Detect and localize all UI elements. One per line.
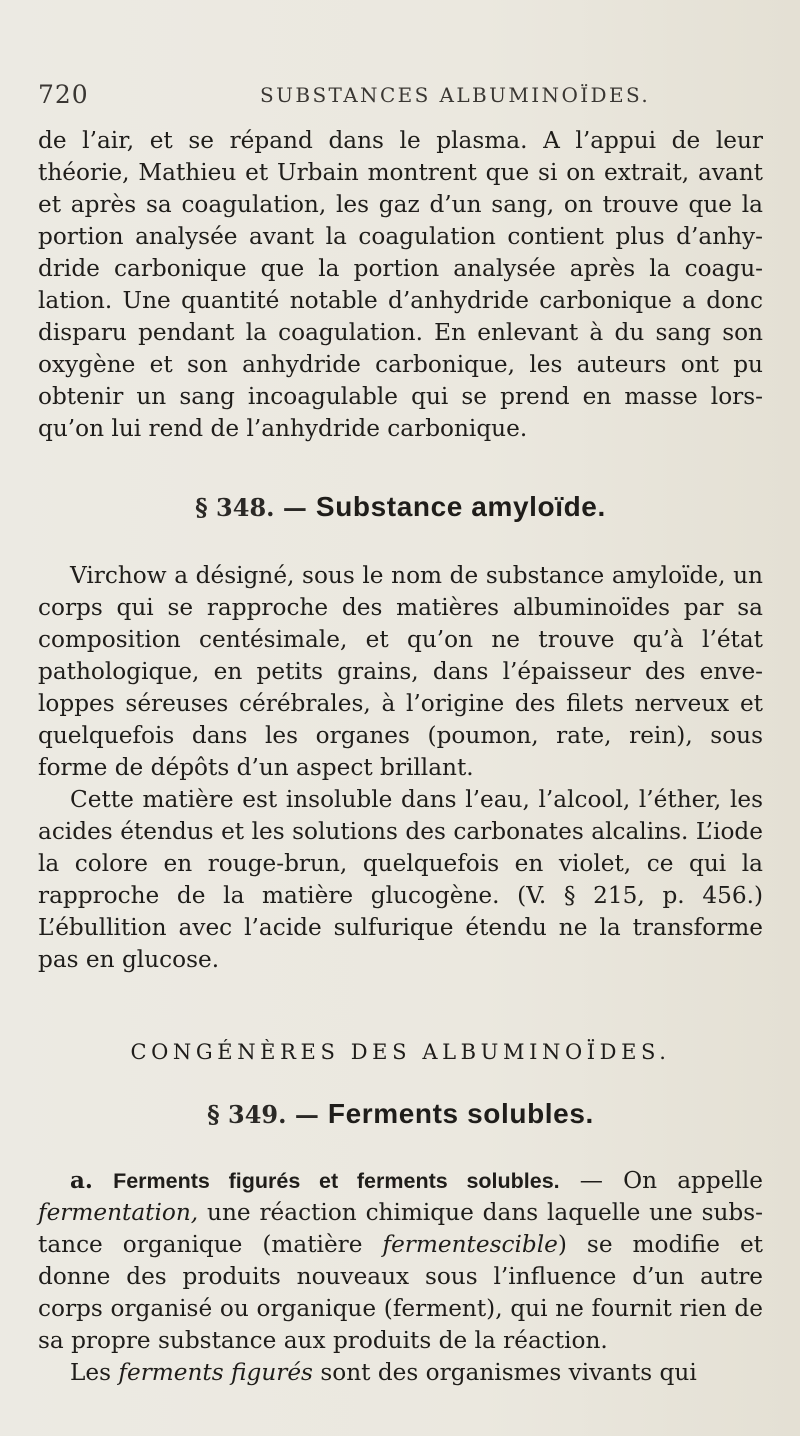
paragraph-letter: a. (70, 1167, 93, 1194)
section-title: Ferments solubles. (327, 1098, 594, 1129)
page-number: 720 (38, 80, 89, 109)
text-run: — On appelle (559, 1167, 764, 1194)
text-run: Les (70, 1359, 119, 1386)
paragraph-amyloid-properties: Cette matière est insoluble dans l’eau, l’alcool, l’éther, les acides étendus et les solutions des carbonates alcalins. L’iode la colore en rouge-brun, quelquefois en violet, ce qui la rapproche de la matière glucogène. (V. § 215, p. 456.) L’ébullition avec l’acide sulfurique étendu ne la transforme pas en glucose. (38, 786, 763, 973)
section-number: § 349. — (207, 1100, 319, 1129)
running-title: SUBSTANCES ALBUMINOÏDES. (260, 83, 651, 107)
section-heading-349 (38, 1098, 763, 1131)
paragraph-ferments-figures (38, 1357, 763, 1389)
page-header (38, 80, 758, 114)
section-title: Substance amyloïde. (315, 491, 606, 522)
page-body (38, 125, 763, 1389)
italic-term: fermentation, (38, 1199, 199, 1226)
italic-term: ferments figurés (118, 1359, 313, 1386)
text-run: sont des organismes vivants qui (312, 1359, 697, 1386)
italic-term: fermentescible (382, 1231, 558, 1258)
text-run: ) se modifie et donne des produits nouveaux sous l’influence d’un autre corps organisé ou organique (ferment), qui ne fournit rien de sa propre substance aux produits de la réaction. (38, 1231, 763, 1354)
group-heading: CONGÉNÈRES DES ALBUMINOÏDES. (130, 1040, 671, 1064)
paragraph-ferments (38, 1165, 763, 1357)
paragraph-subheading: Ferments figurés et ferments solubles. (113, 1169, 560, 1193)
text-run: une réaction chimique dans laquelle une subs-tance organique (matière (38, 1199, 763, 1258)
section-number: § 348. — (195, 493, 307, 522)
section-heading-348 (38, 491, 763, 524)
paragraph-continuation: de l’air, et se répand dans le plasma. A l’appui de leur théorie, Mathieu et Urbain montrent que si on extrait, avant et après sa coagulation, les gaz d’un sang, on trouve que la portion analysée avant la coagulation contient plus d’anhy-dride carbonique que la portion analysée après la coagu-lation. Une quantité notable d’anhydride carbonique a donc disparu pendant la coagulation. En enlevant à du sang son oxygène et son anhydride carbonique, les auteurs ont pu obtenir un sang incoagulable qui se prend en masse lors-qu’on lui rend de l’anhydride carbonique. (38, 127, 763, 442)
paragraph-amyloid-definition: Virchow a désigné, sous le nom de substance amyloïde, un corps qui se rapproche des matières albuminoïdes par sa composition centésimale, et qu’on ne trouve qu’à l’état pathologique, en petits grains, dans l’épaisseur des enve-loppes séreuses cérébrales, à l’origine des filets nerveux et quelquefois dans les organes (poumon, rate, rein), sous forme de dépôts d’un aspect brillant. (38, 562, 763, 781)
